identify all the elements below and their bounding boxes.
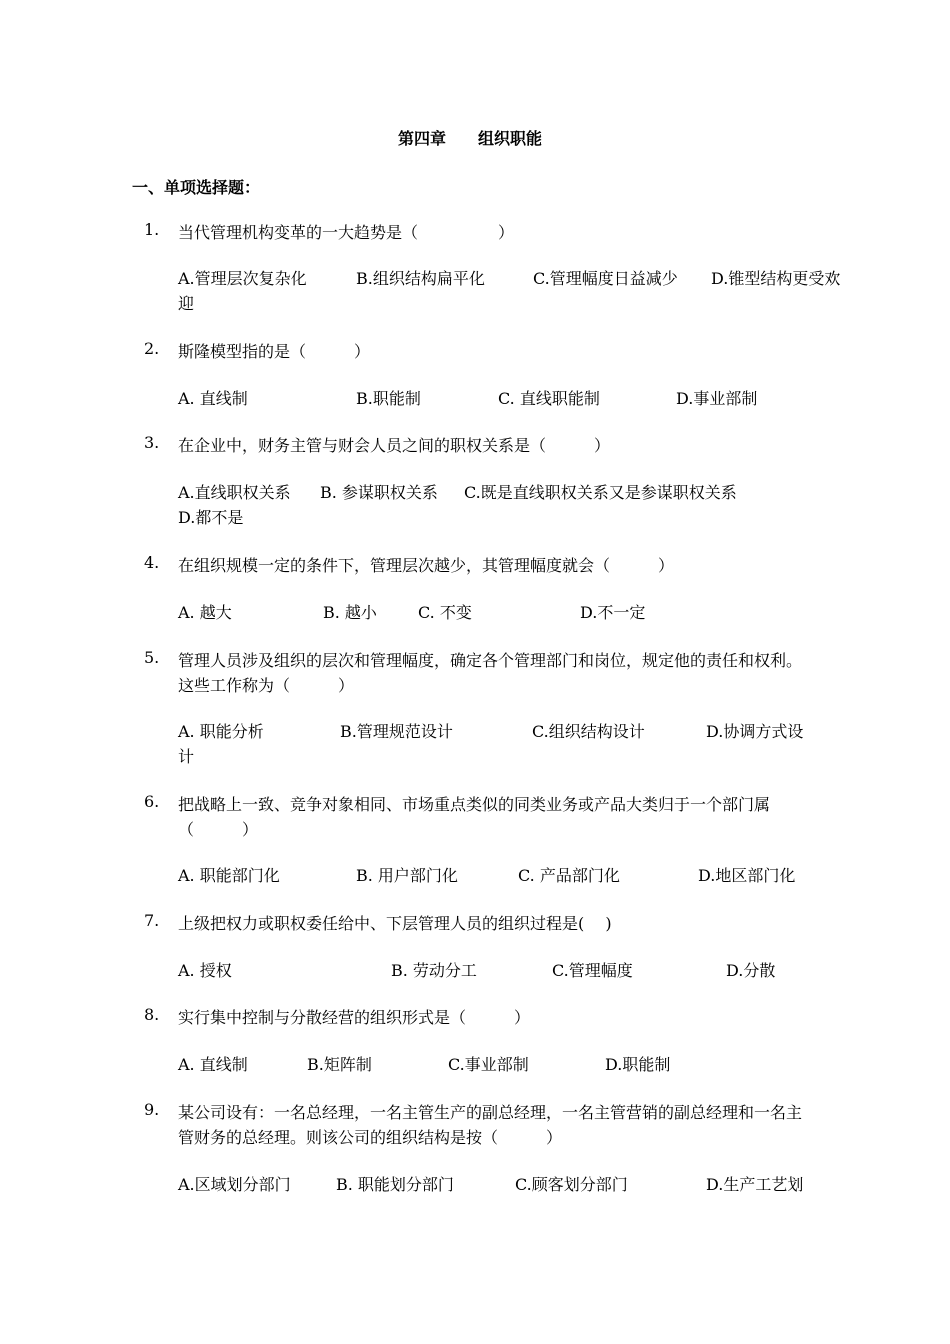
question-text: 把战略上一致、竞争对象相同、市场重点类似的同类业务或产品大类归于一个部门属（ ） bbox=[178, 795, 771, 839]
question-text: 当代管理机构变革的一大趋势是（ ） bbox=[178, 223, 515, 242]
question-text: 管理人员涉及组织的层次和管理幅度，确定各个管理部门和岗位，规定他的责任和权利。这些工作称为（ ） bbox=[178, 651, 803, 695]
option-c: C.事业部制 bbox=[448, 1055, 529, 1074]
option-b: B. 职能划分部门 bbox=[336, 1175, 454, 1194]
question-number: 7. bbox=[144, 911, 160, 930]
option-b: B. 劳动分工 bbox=[391, 961, 477, 980]
option-d: D.都不是 bbox=[178, 508, 244, 527]
question-text: 某公司设有：一名总经理，一名主管生产的副总经理，一名主管营销的副总经理和一名主管财务的总经理。则该公司的组织结构是按（ ） bbox=[178, 1103, 803, 1147]
chapter-title: 第四章 组织职能 bbox=[397, 129, 542, 148]
question-9 bbox=[132, 1100, 812, 1150]
question-number: 4. bbox=[144, 553, 160, 572]
option-b: B.管理规范设计 bbox=[340, 722, 453, 741]
option-a: A. 直线制 bbox=[178, 1055, 248, 1074]
option-d: D.生产工艺划 bbox=[706, 1175, 804, 1194]
option-b: B.组织结构扁平化 bbox=[356, 269, 485, 288]
option-d: D.分散 bbox=[726, 961, 776, 980]
question-number: 6. bbox=[144, 792, 160, 811]
section-heading: 一、单项选择题： bbox=[132, 178, 261, 197]
option-b: B.矩阵制 bbox=[307, 1055, 372, 1074]
question-7 bbox=[132, 911, 812, 936]
option-c: C.顾客划分部门 bbox=[515, 1175, 628, 1194]
option-b: B.职能制 bbox=[356, 389, 421, 408]
question-text: 实行集中控制与分散经营的组织形式是（ ） bbox=[178, 1008, 531, 1027]
option-a: A. 越大 bbox=[178, 603, 232, 622]
option-a: A.直线职权关系 bbox=[178, 483, 291, 502]
question-6 bbox=[132, 792, 812, 842]
question-number: 5. bbox=[144, 648, 160, 667]
question-8 bbox=[132, 1005, 812, 1030]
question-3 bbox=[132, 433, 812, 458]
option-d: D.事业部制 bbox=[676, 389, 758, 408]
option-c: C. 直线职能制 bbox=[498, 389, 600, 408]
question-5 bbox=[132, 648, 812, 698]
question-number: 2. bbox=[144, 339, 160, 358]
option-c: C.组织结构设计 bbox=[532, 722, 645, 741]
option-d: D.地区部门化 bbox=[698, 866, 796, 885]
question-4 bbox=[132, 553, 812, 578]
option-d: D.锥型结构更受欢 bbox=[711, 269, 841, 288]
option-b: B. 用户部门化 bbox=[356, 866, 458, 885]
question-1 bbox=[132, 220, 812, 245]
option-d: D.职能制 bbox=[605, 1055, 671, 1074]
question-text: 上级把权力或职权委任给中、下层管理人员的组织过程是( ) bbox=[178, 914, 612, 933]
question-number: 3. bbox=[144, 433, 160, 452]
option-c: C.管理幅度 bbox=[552, 961, 633, 980]
question-text: 斯隆模型指的是（ ） bbox=[178, 342, 371, 361]
option-wrap: 计 bbox=[178, 747, 195, 766]
option-b: B. 参谋职权关系 bbox=[320, 483, 438, 502]
option-a: A. 授权 bbox=[178, 961, 232, 980]
option-d: D.不一定 bbox=[580, 603, 646, 622]
question-number: 1. bbox=[144, 220, 160, 239]
question-text: 在企业中，财务主管与财会人员之间的职权关系是（ ） bbox=[178, 436, 611, 455]
question-text: 在组织规模一定的条件下，管理层次越少，其管理幅度就会（ ） bbox=[178, 556, 675, 575]
question-number: 9. bbox=[144, 1100, 160, 1119]
option-b: B. 越小 bbox=[323, 603, 377, 622]
option-a: A. 职能分析 bbox=[178, 722, 264, 741]
option-c: C. 不变 bbox=[418, 603, 472, 622]
option-c: C. 产品部门化 bbox=[518, 866, 620, 885]
option-a: A.区域划分部门 bbox=[178, 1175, 291, 1194]
option-wrap: 迎 bbox=[178, 294, 195, 313]
option-d: D.协调方式设 bbox=[706, 722, 804, 741]
question-2 bbox=[132, 339, 812, 364]
option-c: C.管理幅度日益减少 bbox=[533, 269, 678, 288]
question-number: 8. bbox=[144, 1005, 160, 1024]
option-a: A.管理层次复杂化 bbox=[178, 269, 307, 288]
option-a: A. 直线制 bbox=[178, 389, 248, 408]
option-a: A. 职能部门化 bbox=[178, 866, 280, 885]
option-c: C.既是直线职权关系又是参谋职权关系 bbox=[464, 483, 737, 502]
